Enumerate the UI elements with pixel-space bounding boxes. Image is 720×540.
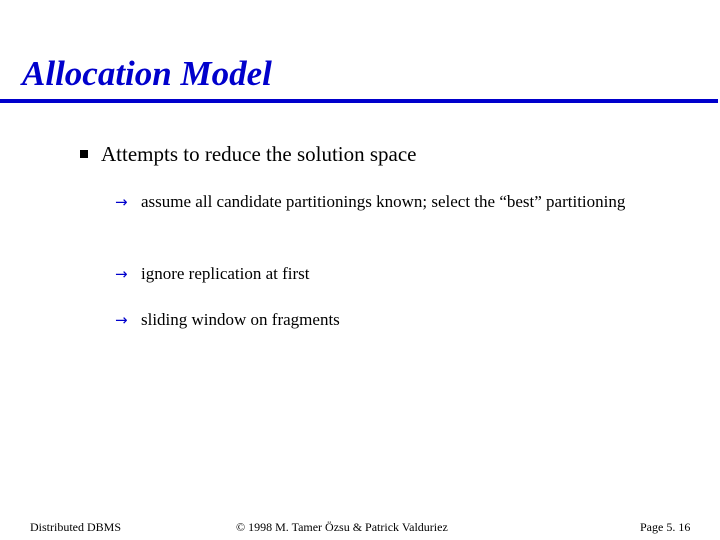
right-arrow-icon: → <box>115 265 128 283</box>
main-bullet-text: Attempts to reduce the solution space <box>101 142 417 166</box>
square-bullet-icon <box>80 150 88 158</box>
footer-copyright: © 1998 M. Tamer Özsu & Patrick Valduriez <box>236 520 448 534</box>
slide-title: Allocation Model <box>22 54 272 93</box>
sub-bullet-text: assume all candidate partitionings known; select the “best” partitioning <box>141 192 626 211</box>
right-arrow-icon: → <box>115 311 128 329</box>
sub-bullet-text: sliding window on fragments <box>141 310 340 329</box>
footer-course-name: Distributed DBMS <box>30 520 122 534</box>
title-underline <box>0 99 718 103</box>
right-arrow-icon: → <box>115 193 128 211</box>
footer-page-number: Page 5. 16 <box>640 520 691 534</box>
sub-bullet-text: ignore replication at first <box>141 264 310 283</box>
